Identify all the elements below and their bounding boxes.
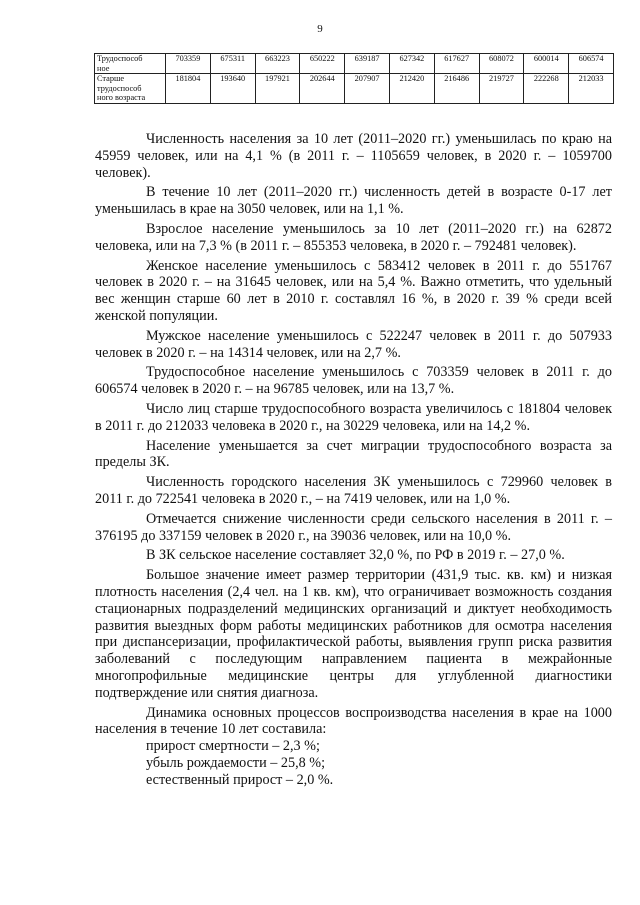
table-cell: 181804 — [166, 74, 211, 104]
table-cell: 219727 — [479, 74, 524, 104]
table-cell: 675311 — [210, 54, 255, 74]
paragraph: Трудоспособное население уменьшилось с 703359 человек в 2011 г. до 606574 человек в 2020 г. – на 96785 человек, или на 13,7 %. — [95, 364, 612, 398]
table-cell: 600014 — [524, 54, 569, 74]
table-cell: 608072 — [479, 54, 524, 74]
paragraph: Число лиц старше трудоспособного возраста увеличилось с 181804 человек в 2011 г. до 212033 человека в 2020 г., на 30229 человека, или на 14,2 %. — [95, 400, 612, 434]
table-cell: 202644 — [300, 74, 345, 104]
table-cell: 212033 — [569, 74, 614, 104]
table-cell: 639187 — [345, 54, 390, 74]
list-item: естественный прирост – 2,0 %. — [146, 771, 334, 788]
table-cell: 663223 — [255, 54, 300, 74]
paragraph: Взрослое население уменьшилось за 10 лет (2011–2020 гг.) на 62872 человека, или на 7,3 % (в 2011 г. – 855353 человека, в 2020 г. – 792481 человек). — [95, 220, 612, 254]
paragraph: В ЗК сельское население составляет 32,0 %, по РФ в 2019 г. – 27,0 %. — [146, 547, 565, 564]
table-row — [95, 74, 614, 104]
paragraph: Мужское население уменьшилось с 522247 человек в 2011 г. до 507933 человек в 2020 г. – на 14314 человек, или на 2,7 %. — [95, 327, 612, 361]
row-label: Старше трудоспособ ного возраста — [95, 74, 166, 104]
paragraph: В течение 10 лет (2011–2020 гг.) численность детей в возрасте 0-17 лет уменьшилась в крае на 3050 человек, или на 1,1 %. — [95, 184, 612, 218]
list-item: прирост смертности – 2,3 %; — [146, 738, 320, 755]
row-label: Трудоспособ ное — [95, 54, 166, 74]
paragraph: Женское население уменьшилось с 583412 человек в 2011 г. до 551767 человек в 2020 г. – на 31645 человек, или на 5,4 %. Важно отметить, что удельный вес женщин старше 60 лет в 2010 г. составлял 16 %, в 2020 г. 39 % среди всей женской популяции. — [95, 257, 612, 324]
table-cell: 216486 — [434, 74, 479, 104]
table-cell: 193640 — [210, 74, 255, 104]
table-cell: 627342 — [389, 54, 434, 74]
table-cell: 703359 — [166, 54, 211, 74]
page-number: 9 — [317, 23, 323, 35]
table-cell: 207907 — [345, 74, 390, 104]
table-cell: 617627 — [434, 54, 479, 74]
paragraph: Большое значение имеет размер территории (431,9 тыс. кв. км) и низкая плотность населения (2,4 чел. на 1 кв. км), что ограничивает возможность создания стационарных подразделений медицинских организаций и диктует необходимость развития выездных форм работы медицинских работников для осмотра населения при диспансеризации, профилактической работы, выявления групп риска развития заболеваний с последующим направлением пациента в межрайонные многопрофильные медицинские центры для углубленной диагностики подтверждение или снятия диагноза. — [95, 567, 612, 701]
list-item: убыль рождаемости – 25,8 %; — [146, 754, 326, 771]
table-cell: 606574 — [569, 54, 614, 74]
table-cell: 650222 — [300, 54, 345, 74]
table-cell: 197921 — [255, 74, 300, 104]
population-table — [94, 53, 614, 104]
paragraph: Население уменьшается за счет миграции трудоспособного возраста за пределы ЗК. — [95, 437, 612, 471]
paragraph: Численность населения за 10 лет (2011–2020 гг.) уменьшилась по краю на 45959 человек, или на 4,1 % (в 2011 г. – 1105659 человек, в 2020 г. – 1059700 человек). — [95, 131, 612, 181]
paragraph: Численность городского населения ЗК уменьшилось с 729960 человек в 2011 г. до 722541 человека в 2020 г., – на 7419 человек, или на 1,0 %. — [95, 474, 612, 507]
paragraph: Отмечается снижение численности среди сельского населения в 2011 г. – 376195 до 337159 человек в 2020 г., на 39036 человек, или на 10,0 %. — [95, 510, 612, 544]
table-cell: 212420 — [389, 74, 434, 104]
document-body — [95, 131, 612, 788]
table-cell: 222268 — [524, 74, 569, 104]
table-row — [95, 54, 614, 74]
paragraph: Динамика основных процессов воспроизводства населения в крае на 1000 населения в течение 10 лет составила: — [95, 704, 612, 738]
